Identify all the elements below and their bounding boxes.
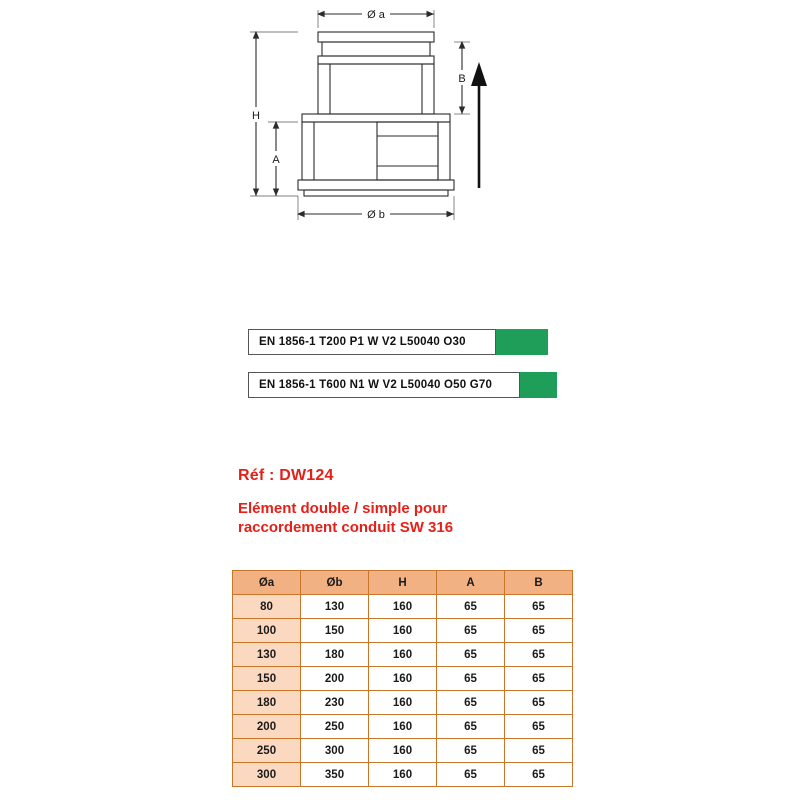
table-cell: 150 bbox=[301, 619, 369, 643]
reference-code: Réf : DW124 bbox=[238, 467, 334, 484]
reference-block bbox=[238, 467, 658, 537]
table-cell: 65 bbox=[437, 667, 505, 691]
table-cell: 160 bbox=[369, 667, 437, 691]
table-row bbox=[233, 691, 573, 715]
table-cell: 65 bbox=[505, 739, 573, 763]
norm-bar-1 bbox=[248, 329, 548, 355]
table-cell: 65 bbox=[505, 763, 573, 787]
table-cell: 350 bbox=[301, 763, 369, 787]
table-cell: 160 bbox=[369, 739, 437, 763]
table-row bbox=[233, 619, 573, 643]
table-header-cell: A bbox=[437, 571, 505, 595]
table-cell: 160 bbox=[369, 691, 437, 715]
table-row bbox=[233, 715, 573, 739]
table-cell: 180 bbox=[233, 691, 301, 715]
table-cell: 100 bbox=[233, 619, 301, 643]
table-cell: 160 bbox=[369, 619, 437, 643]
table-cell: 160 bbox=[369, 715, 437, 739]
technical-drawing bbox=[0, 0, 800, 300]
table-row bbox=[233, 763, 573, 787]
table-header-row bbox=[233, 571, 573, 595]
table-cell: 80 bbox=[233, 595, 301, 619]
table-header-cell: H bbox=[369, 571, 437, 595]
table-cell: 160 bbox=[369, 595, 437, 619]
table-cell: 65 bbox=[437, 739, 505, 763]
table-cell: 250 bbox=[233, 739, 301, 763]
table-cell: 65 bbox=[505, 715, 573, 739]
table-header-cell: B bbox=[505, 571, 573, 595]
table-cell: 130 bbox=[301, 595, 369, 619]
table-cell: 65 bbox=[505, 667, 573, 691]
norm-text-2: EN 1856-1 T600 N1 W V2 L50040 O50 G70 bbox=[248, 372, 520, 398]
table-cell: 65 bbox=[505, 595, 573, 619]
table-cell: 200 bbox=[301, 667, 369, 691]
table-cell: 65 bbox=[437, 715, 505, 739]
table-cell: 300 bbox=[233, 763, 301, 787]
table-cell: 65 bbox=[437, 595, 505, 619]
table-cell: 65 bbox=[437, 691, 505, 715]
table-cell: 300 bbox=[301, 739, 369, 763]
table-cell: 160 bbox=[369, 643, 437, 667]
table-row bbox=[233, 595, 573, 619]
table-row bbox=[233, 643, 573, 667]
table-cell: 65 bbox=[505, 619, 573, 643]
label-height-h: H bbox=[252, 110, 260, 122]
part-bottom-collar bbox=[298, 180, 454, 190]
norm-bar-2 bbox=[248, 372, 557, 398]
table-cell: 230 bbox=[301, 691, 369, 715]
table-cell: 200 bbox=[233, 715, 301, 739]
label-diameter-b: Ø b bbox=[367, 209, 385, 221]
label-height-b: B bbox=[458, 73, 466, 85]
table-cell: 65 bbox=[437, 619, 505, 643]
table-cell: 65 bbox=[437, 643, 505, 667]
table-cell: 65 bbox=[437, 763, 505, 787]
label-height-a: A bbox=[272, 154, 280, 166]
table-cell: 160 bbox=[369, 763, 437, 787]
table-cell: 150 bbox=[233, 667, 301, 691]
part-top-collar bbox=[318, 32, 434, 42]
part-lower-body bbox=[302, 122, 450, 180]
table-cell: 65 bbox=[505, 643, 573, 667]
table-header-cell: Øa bbox=[233, 571, 301, 595]
table-cell: 130 bbox=[233, 643, 301, 667]
product-description-line2: raccordement conduit SW 316 bbox=[238, 519, 454, 537]
product-description bbox=[238, 499, 658, 537]
norm-text-1: EN 1856-1 T200 P1 W V2 L50040 O30 bbox=[248, 329, 496, 355]
table-cell: 180 bbox=[301, 643, 369, 667]
table-cell: 65 bbox=[505, 691, 573, 715]
table-cell: 250 bbox=[301, 715, 369, 739]
table-row bbox=[233, 667, 573, 691]
product-description-line1: Elément double / simple pour bbox=[238, 500, 448, 517]
table-header-cell: Øb bbox=[301, 571, 369, 595]
dimensions-table bbox=[232, 570, 573, 787]
table-row bbox=[233, 739, 573, 763]
part-upper-tube bbox=[318, 64, 434, 114]
label-diameter-a: Ø a bbox=[367, 9, 385, 21]
